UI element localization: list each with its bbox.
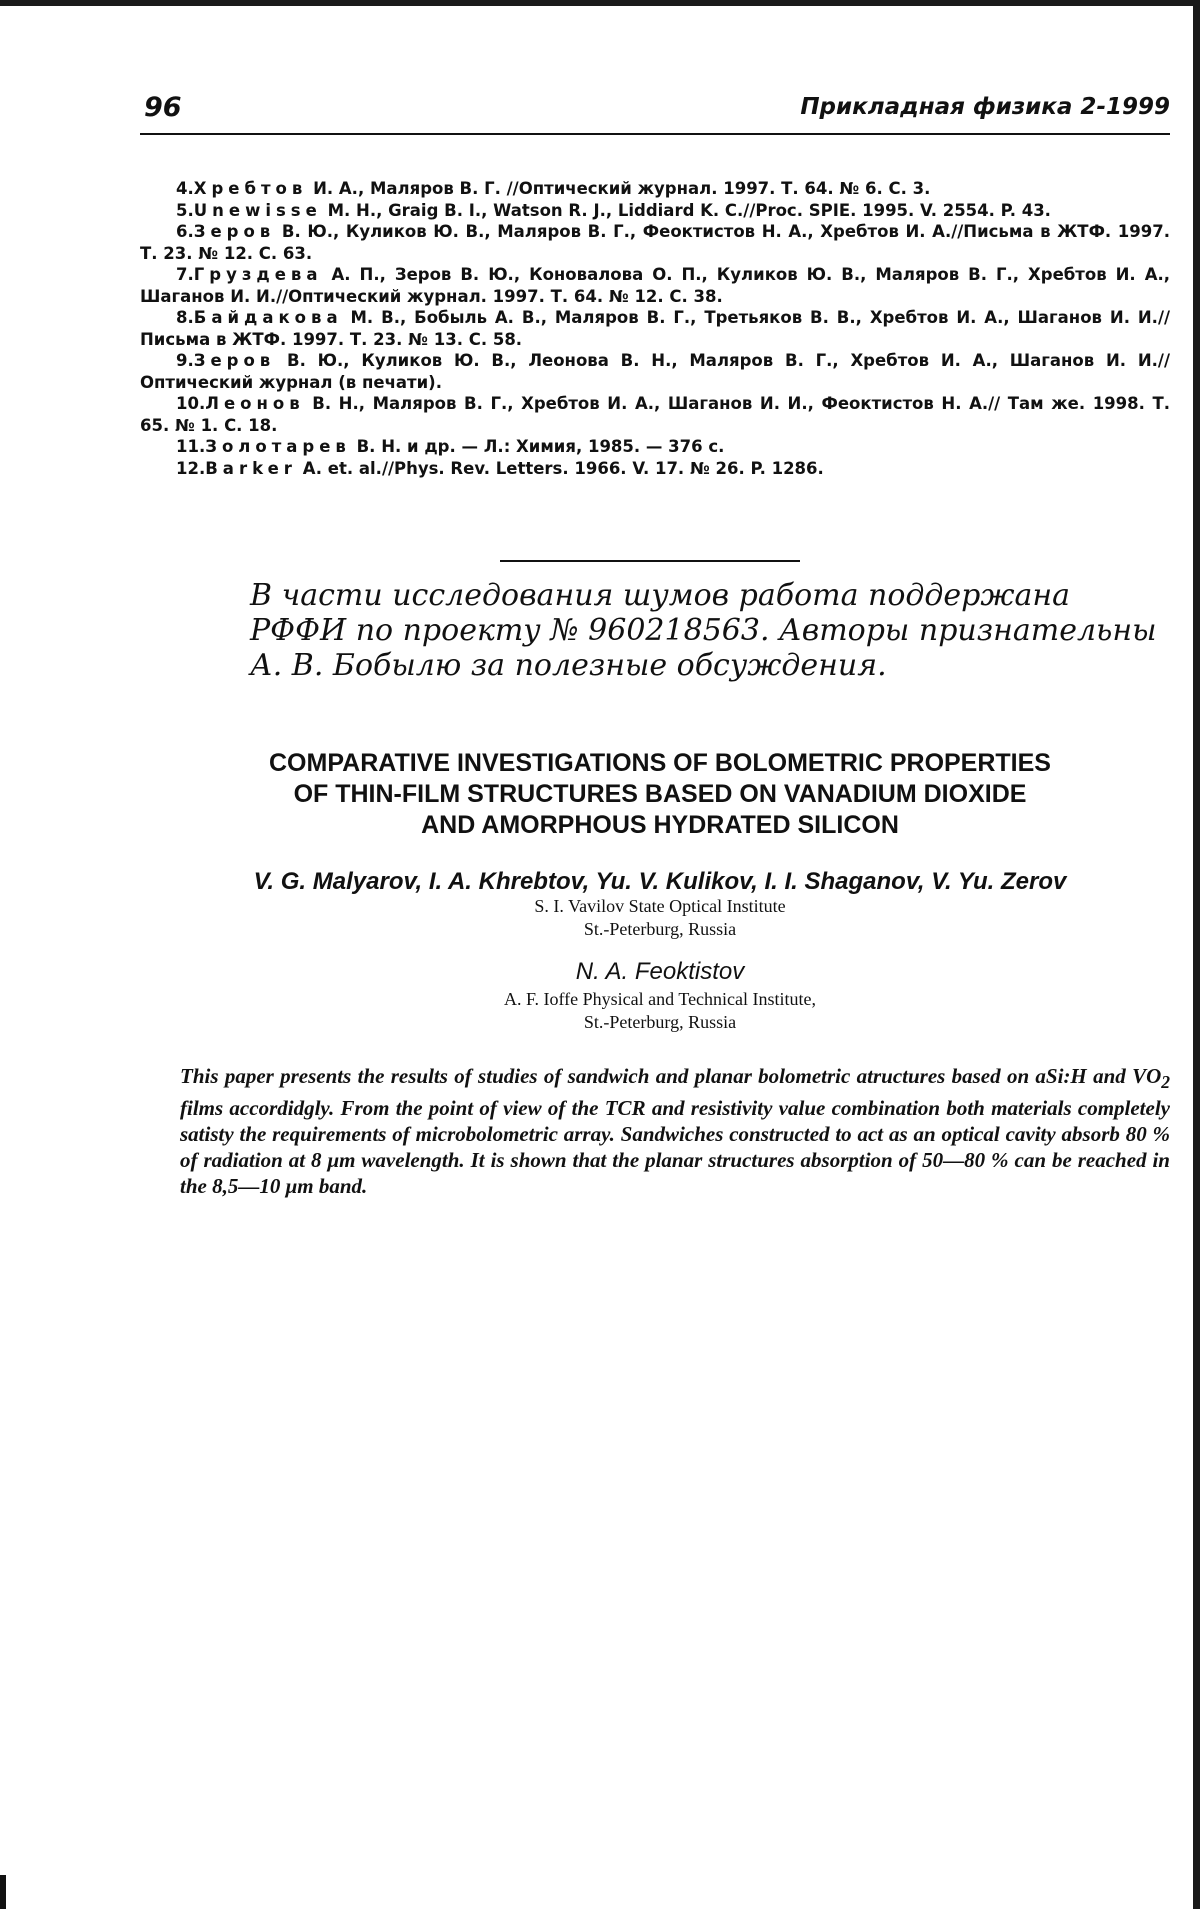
affiliation-2 [150, 988, 1170, 1034]
reference-item: 4.Хребтов И. А., Маляров В. Г. //Оптический журнал. 1997. Т. 64. № 6. С. 3. [176, 179, 931, 198]
title-line: COMPARATIVE INVESTIGATIONS OF BOLOMETRIC PROPERTIES [269, 749, 1051, 777]
acknowledgement-line: А. В. Бобылю за полезные обсуждения. [250, 648, 887, 683]
reference-item: 6.Зеров В. Ю., Куликов Ю. В., Маляров В. Г., Феоктистов Н. А., Хребтов И. А.//Письма в ЖТФ. 1997. Т. 23. № 12. С. 63. [140, 222, 1170, 263]
journal-title: Прикладная физика 2-1999 [800, 94, 1170, 120]
page-number: 96 [144, 92, 182, 123]
scan-left-mark [0, 1875, 6, 1909]
reference-item: 8.Байдакова М. В., Бобыль А. В., Маляров В. Г., Третьяков В. В., Хребтов И. А., Шаганов И. И.//Письма в ЖТФ. 1997. Т. 23. № 13. С. 58. [140, 308, 1171, 349]
affiliation-line: St.-Peterburg, Russia [583, 919, 737, 939]
reference-item: 11.Золотарев В. Н. и др. — Л.: Химия, 1985. — 376 с. [176, 437, 725, 456]
title-line: OF THIN-FILM STRUCTURES BASED ON VANADIUM DIOXIDE [293, 780, 1027, 808]
acknowledgement [250, 578, 1157, 683]
title-line: AND AMORPHOUS HYDRATED SILICON [421, 811, 899, 839]
acknowledgement-line: В части исследования шумов работа поддержана [250, 578, 1071, 613]
acknowledgement-line: РФФИ по проекту № 960218563. Авторы признательны [250, 613, 1157, 648]
authors: V. G. Malyarov, I. A. Khrebtov, Yu. V. Kulikov, I. I. Shaganov, V. Yu. Zerov [253, 868, 1067, 895]
page-header [140, 92, 1170, 132]
header-rule [140, 133, 1170, 135]
reference-item: 5.Unewisse M. H., Graig B. I., Watson R. J., Liddiard K. C.//Proc. SPIE. 1995. V. 2554. P. 43. [176, 200, 1051, 220]
english-title [150, 748, 1170, 841]
affiliation-1 [150, 895, 1170, 941]
affiliation-line: St.-Peterburg, Russia [583, 1012, 737, 1032]
affiliation-line: S. I. Vavilov State Optical Institute [534, 896, 786, 916]
reference-item: 12.Barker A. et. al.//Phys. Rev. Letters. 1966. V. 17. № 26. P. 1286. [176, 458, 824, 478]
reference-item: 10.Леонов В. Н., Маляров В. Г., Хребтов И. А., Шаганов И. И., Феоктистов Н. А.// Там же. 1998. Т. 65. № 1. С. 18. [140, 394, 1170, 435]
abstract: This paper presents the results of studies of sandwich and planar bolometric atructures based on aSi:H and $VO_2$ films accordidgly. From the point of view of the TCR and resistivity value combination both materials completely satisty the requirements of microbolometric array. Sandwiches constructed to act as an optical cavity absorb 80 % of radiation at 8 μm wavelength. It is shown that the planar structures absorption of 50—80 % can be reached in the 8,5—10 μm band. [180, 1064, 1170, 1199]
references-list [140, 178, 1170, 479]
reference-item: 9.Зеров В. Ю., Куликов Ю. В., Леонова В. Н., Маляров В. Г., Хребтов И. А., Шаганов И. И.//Оптический журнал (в печати). [140, 351, 1170, 392]
section-separator [500, 560, 800, 562]
scan-right-edge [1193, 0, 1200, 1909]
reference-item: 7.Груздева А. П., Зеров В. Ю., Коновалова О. П., Куликов Ю. В., Маляров В. Г., Хребтов И. А., Шаганов И. И.//Оптический журнал. 1997. Т. 64. № 12. С. 38. [140, 265, 1170, 306]
affiliation-line: A. F. Ioffe Physical and Technical Institute, [503, 989, 817, 1009]
author-2: N. A. Feoktistov [575, 958, 745, 985]
scan-top-edge [0, 0, 1200, 6]
